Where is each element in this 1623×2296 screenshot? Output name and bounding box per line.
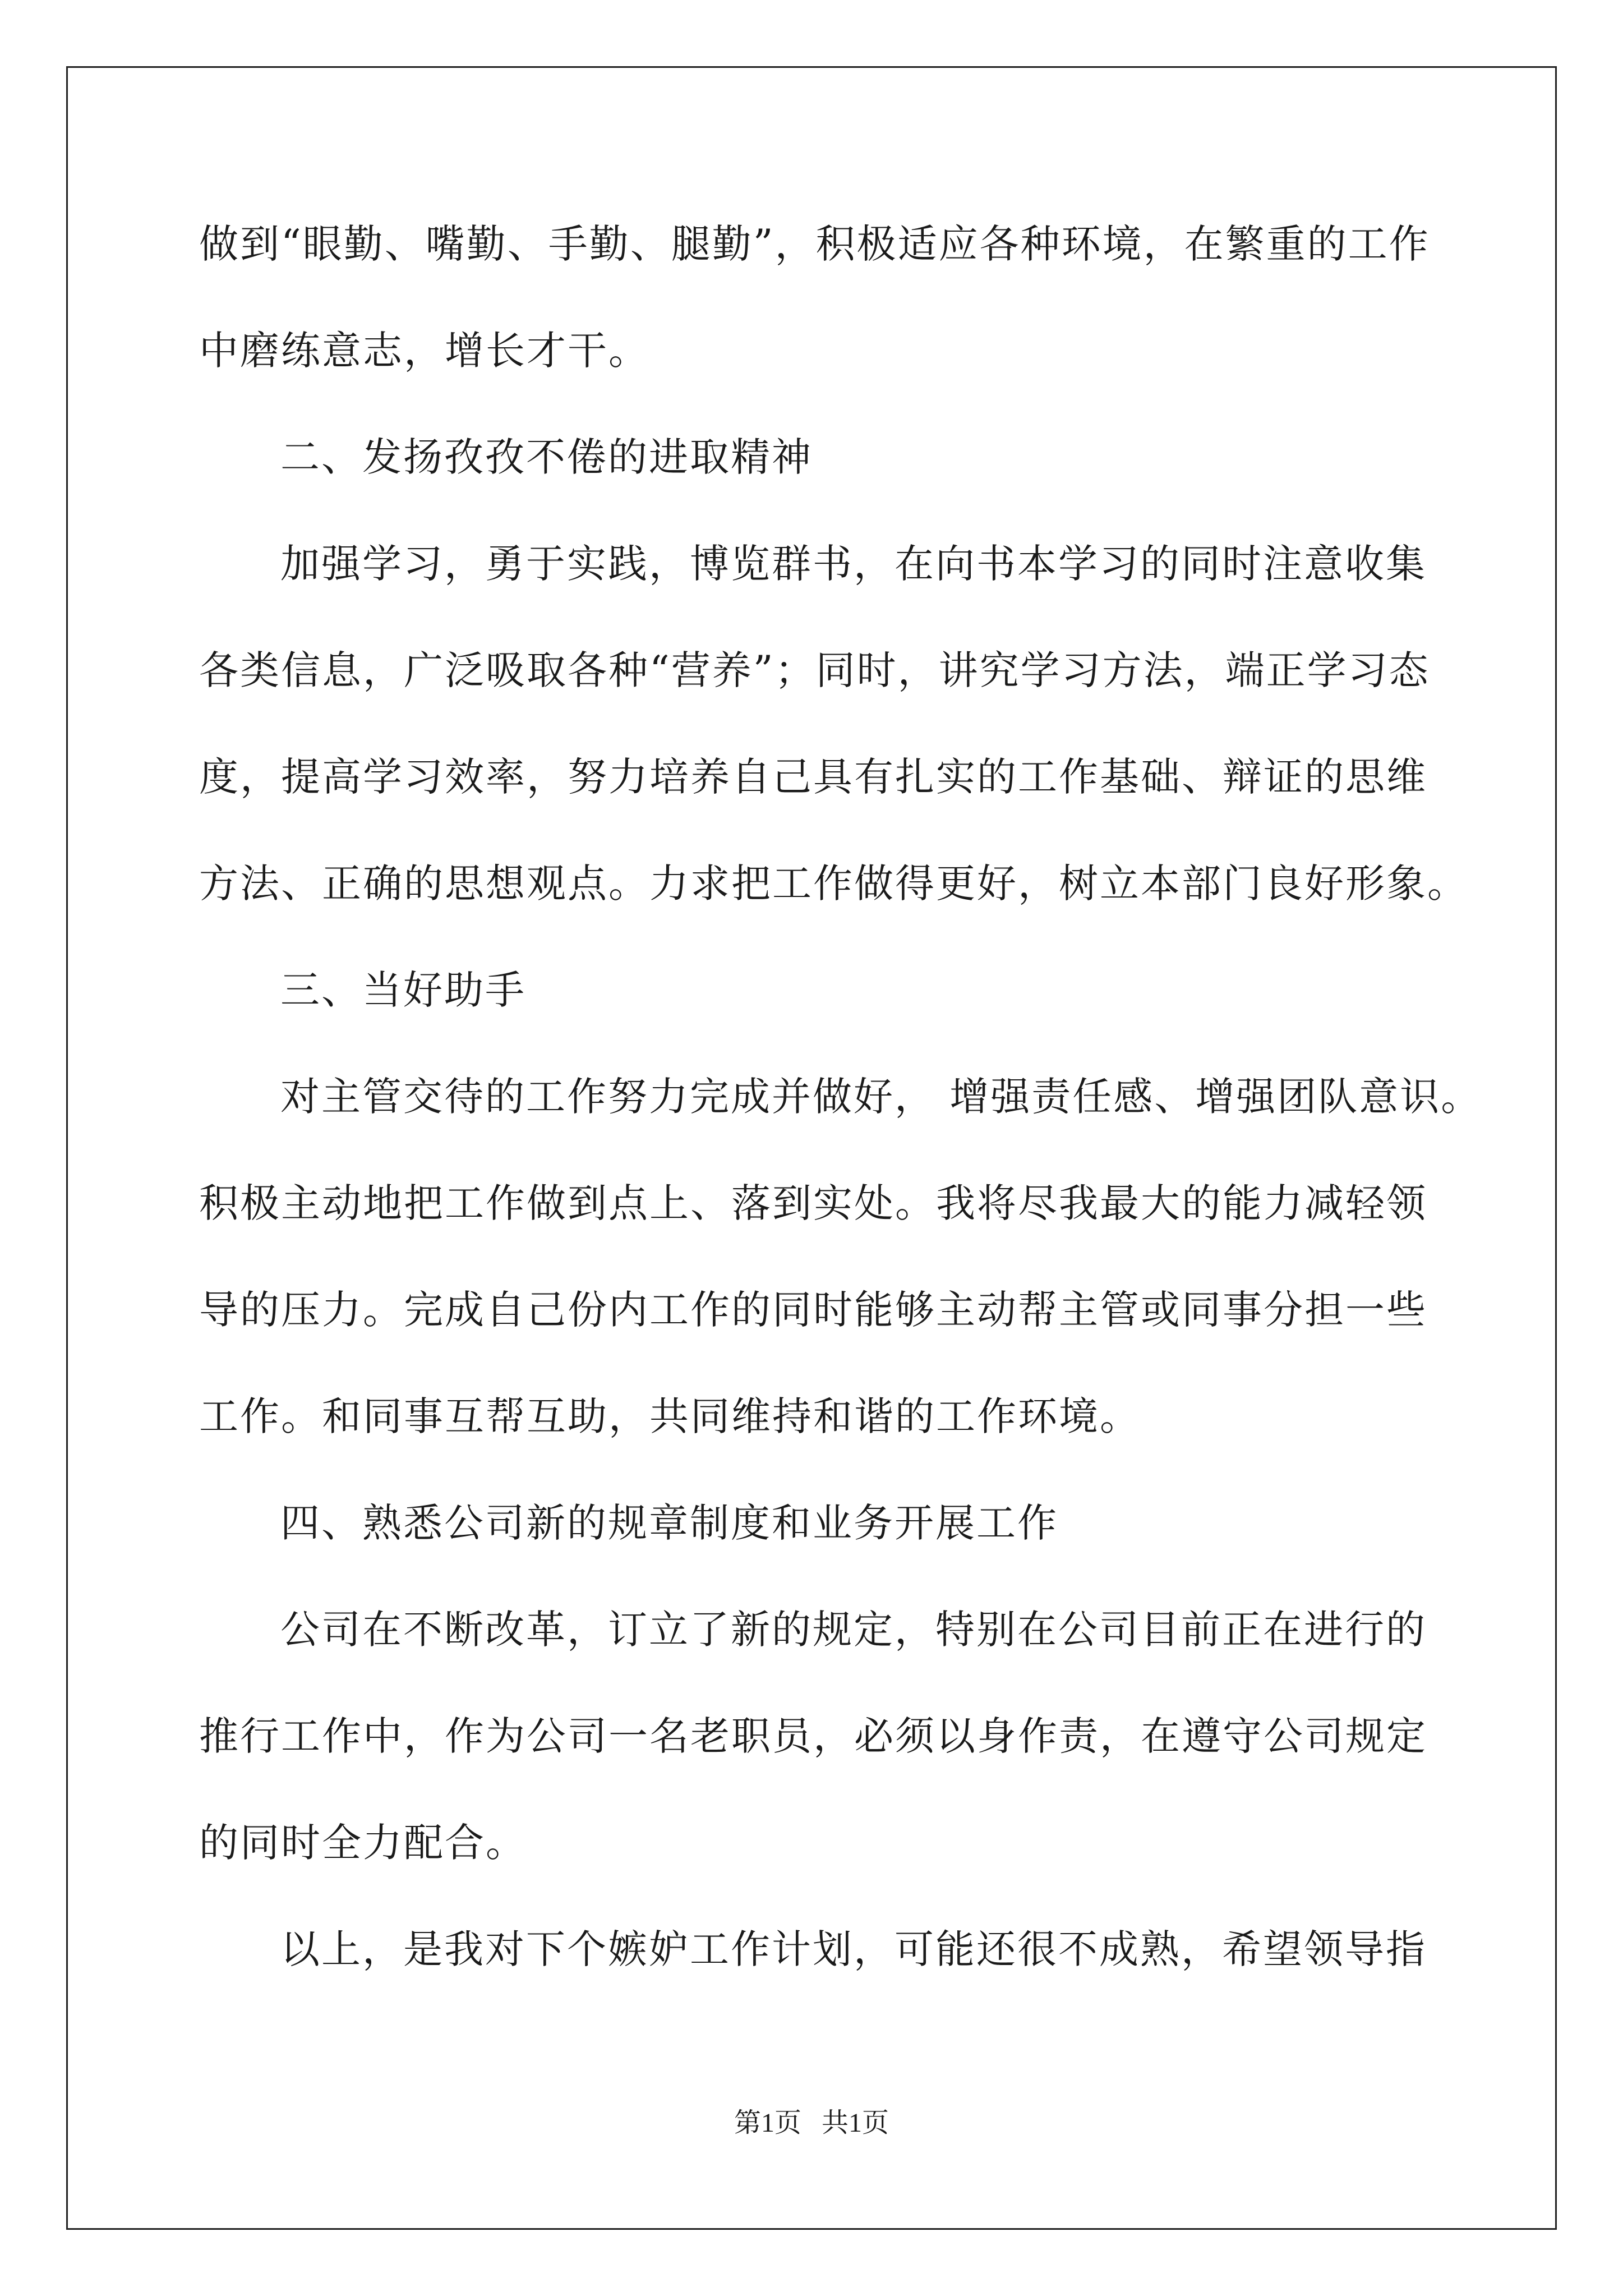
section-heading: 二、发扬孜孜不倦的进取精神 (280, 434, 813, 480)
paragraph-start: 加强学习，勇于实践，博览群书，在向书本学习的同时注意收集 (280, 541, 1427, 587)
document-body (199, 191, 1482, 2003)
paragraph-start: 公司在不断改革，订立了新的规定，特别在公司目前正在进行的 (280, 1607, 1427, 1653)
text-line: 各类信息，广泛吸取各种“营养”；同时，讲究学习方法，端正学习态 (199, 647, 1430, 693)
text-line: 积极主动地把工作做到点上、落到实处。我将尽我最大的能力减轻领 (199, 1180, 1427, 1226)
text-line: 导的压力。完成自己份内工作的同时能够主动帮主管或同事分担一些 (199, 1287, 1427, 1333)
text-line: 工作。和同事互帮互助，共同维持和谐的工作环境。 (199, 1393, 1141, 1439)
text-line: 的同时全力配合。 (199, 1820, 527, 1866)
text-line: 推行工作中，作为公司一名老职员，必须以身作责，在遵守公司规定 (199, 1713, 1427, 1759)
text-line: 中磨练意志，增长才干。 (199, 328, 649, 374)
text-line: 方法、正确的思想观点。力求把工作做得更好，树立本部门良好形象。 (199, 861, 1468, 907)
text-line: 做到“眼勤、嘴勤、手勤、腿勤”，积极适应各种环境，在繁重的工作 (199, 221, 1430, 267)
paragraph-start: 以上，是我对下个嫉妒工作计划，可能还很不成熟，希望领导指 (280, 1926, 1427, 1972)
page-footer (0, 2106, 1623, 2140)
text-line: 度，提高学习效率，努力培养自己具有扎实的工作基础、辩证的思维 (199, 754, 1427, 800)
page-number-current: 第1页 (734, 2108, 801, 2138)
page-number-total: 共1页 (822, 2108, 889, 2138)
section-heading: 三、当好助手 (280, 967, 526, 1013)
section-heading: 四、熟悉公司新的规章制度和业务开展工作 (280, 1500, 1058, 1546)
paragraph-start: 对主管交待的工作努力完成并做好， 增强责任感、增强团队意识。 (280, 1074, 1482, 1120)
